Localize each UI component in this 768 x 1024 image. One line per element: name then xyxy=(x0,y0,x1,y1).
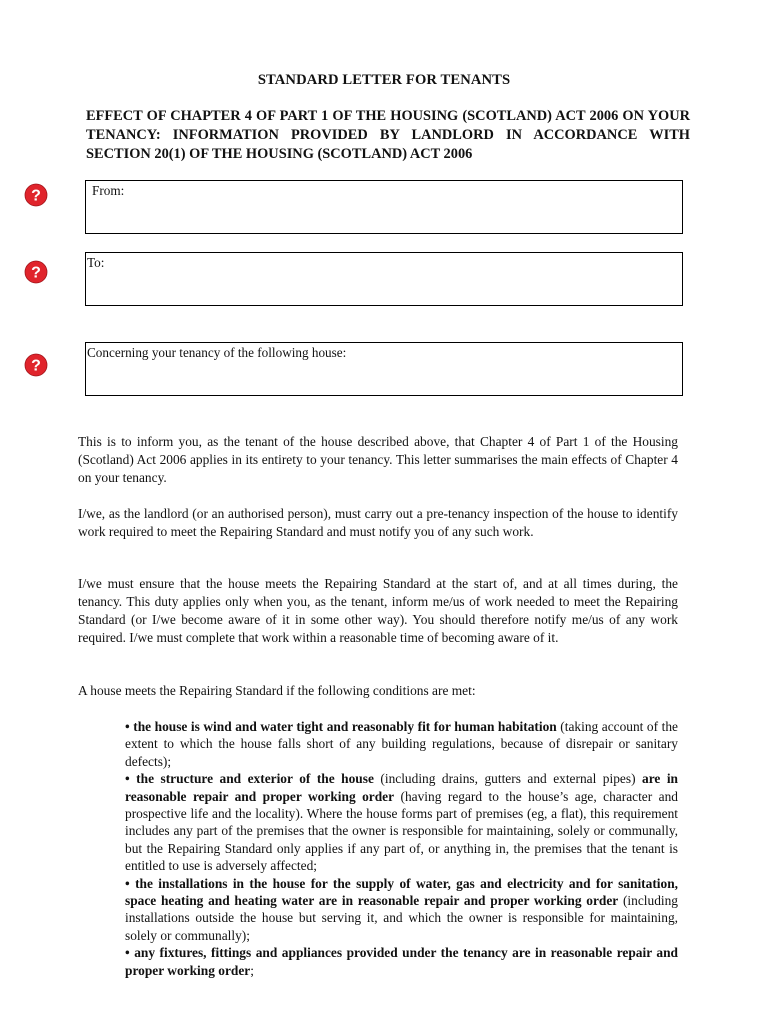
help-glyph: ? xyxy=(31,357,41,375)
list-item xyxy=(125,718,678,770)
house-field[interactable] xyxy=(85,342,683,396)
condition-bullet: • xyxy=(125,719,134,734)
document-title: STANDARD LETTER FOR TENANTS xyxy=(257,72,511,88)
conditions-list xyxy=(125,718,678,979)
list-item xyxy=(125,944,678,979)
condition-text: (including installations outside the house but serving it, and which the owner is responsible for maintaining, solely or communally); xyxy=(125,893,679,943)
condition-bold: any fixtures, fittings and appliances provided under the tenancy are in reasonable repair and proper working order xyxy=(125,945,678,978)
to-label: To: xyxy=(87,255,105,270)
question-mark-icon xyxy=(24,260,48,284)
house-label: Concerning your tenancy of the following house: xyxy=(87,345,347,360)
help-glyph: ? xyxy=(31,187,41,205)
help-glyph: ? xyxy=(31,264,41,282)
condition-bullet: • xyxy=(125,875,136,891)
condition-text-2: (having regard to the house’s age, character and prospective life and the locality). Where the house forms part of premises (eg, a flat), this requirement includes any part of the premises that the owner is responsible for maintaining, solely or communally, but the Repairing Standard only applies if any part of, or anything in, the premises that the tenant is entitled to use is adversely affected; xyxy=(125,788,678,874)
paragraph-duty: I/we must ensure that the house meets the Repairing Standard at the start of, and at all times during, the tenancy. This duty applies only when you, as the tenant, inform me/us of work needed to meet the Repairing Standard (or I/we become aware of it in some other way). You should therefore notify me/us of any work required. I/we must complete that work within a reasonable time of becoming aware of it. xyxy=(78,576,678,645)
question-mark-icon xyxy=(24,183,48,207)
help-icon-to[interactable] xyxy=(24,260,48,284)
condition-bold: the installations in the house for the supply of water, gas and electricity and for sanitation, space heating and heating water are in reasonable repair and proper working order xyxy=(125,875,678,909)
condition-bullet: • xyxy=(125,771,137,787)
from-field[interactable] xyxy=(85,180,683,234)
list-item xyxy=(125,875,678,945)
condition-bold: the structure and exterior of the house xyxy=(136,771,374,787)
list-item xyxy=(125,770,678,874)
condition-bold-2: are in reasonable repair and proper working order xyxy=(125,771,679,804)
document-subtitle: EFFECT OF CHAPTER 4 OF PART 1 OF THE HOUSING (SCOTLAND) ACT 2006 ON YOUR TENANCY: INFORMATION PROVIDED BY LANDLORD IN ACCORDANCE WITH SECTION 20(1) OF THE HOUSING (SCOTLAND) ACT 2006 xyxy=(86,108,690,162)
condition-text: ; xyxy=(250,962,254,978)
condition-text: (taking account of the extent to which the house falls short of any building regulations, because of disrepair or sanitary defects); xyxy=(125,719,678,769)
paragraph-inspection: I/we, as the landlord (or an authorised person), must carry out a pre-tenancy inspection of the house to identify work required to meet the Repairing Standard and must notify you of any such work. xyxy=(78,506,678,539)
from-label: From: xyxy=(92,183,125,198)
paragraph-intro: This is to inform you, as the tenant of the house described above, that Chapter 4 of Part 1 of the Housing (Scotland) Act 2006 applies in its entirety to your tenancy. This letter summarises the main effects of Chapter 4 on your tenancy. xyxy=(78,434,678,485)
help-icon-house[interactable] xyxy=(24,353,48,377)
condition-bold: the house is wind and water tight and reasonably fit for human habitation xyxy=(133,719,557,734)
to-field[interactable] xyxy=(85,252,683,306)
paragraph-conditions-intro: A house meets the Repairing Standard if the following conditions are met: xyxy=(78,683,476,698)
help-icon-from[interactable] xyxy=(24,183,48,207)
condition-text: (including drains, gutters and external pipes) xyxy=(373,771,643,787)
condition-bullet: • xyxy=(125,945,135,961)
question-mark-icon xyxy=(24,353,48,377)
